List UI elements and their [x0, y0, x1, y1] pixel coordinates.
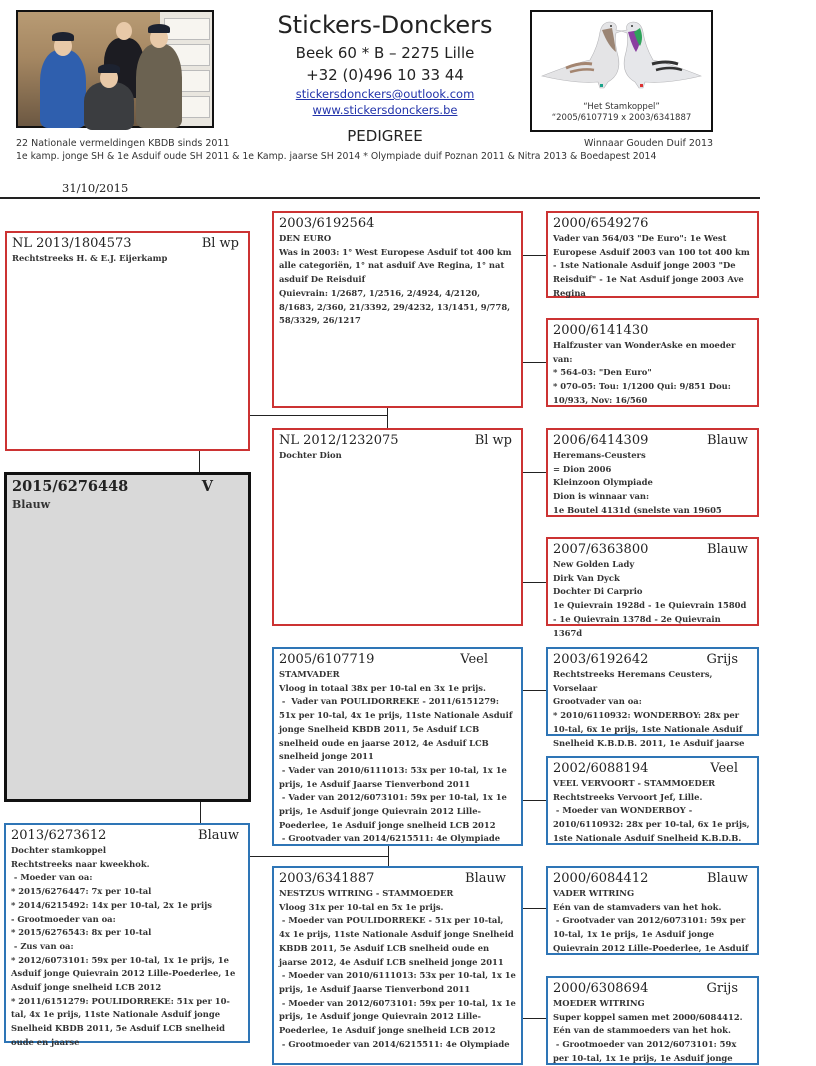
ring-number: 2000/6549276 — [553, 216, 649, 231]
color-label — [512, 215, 516, 232]
pigeon-notes: New Golden Lady Dirk Van Dyck Dochter Di Carprio 1e Quievrain 1928d - 1e Quievrain 1580d - 1e Quievrain 1378d - 2e Quievrain 1367d — [553, 559, 747, 638]
color-label: Veel — [460, 652, 488, 667]
pigeon-image-title: “Het Stamkoppel” — [583, 102, 660, 112]
person-figure — [136, 44, 182, 128]
gold-pigeon-award: Winnaar Gouden Duif 2013 — [584, 138, 714, 149]
connector-line — [522, 255, 548, 256]
sex-label: V — [201, 478, 213, 495]
ring-number: 2000/6141430 — [553, 323, 649, 338]
company-phone: +32 (0)496 10 33 44 — [306, 66, 464, 84]
ring-number: 2015/6276448 — [12, 478, 129, 495]
ggparent-fmm-card[interactable] — [546, 537, 759, 638]
company-address: Beek 60 * B – 2275 Lille — [295, 44, 475, 62]
family-photo — [16, 10, 214, 128]
connector-line — [388, 845, 389, 867]
ring-number: 2002/6088194 — [553, 761, 649, 776]
color-label: Grijs — [706, 652, 738, 667]
father-card[interactable] — [5, 231, 250, 451]
pigeon-notes: VADER WITRING Eén van de stamvaders van het hok. - Grootvader van 2012/6073101: 59x per 10-tal, 1x 1e prijs, 1e Asduif jonge Quievrain 2012 Lille-Poederlee, 1e Asduif — [553, 888, 749, 953]
color-label: Blauw — [707, 433, 748, 448]
ring-number: 2003/6192564 — [279, 216, 375, 231]
pigeon-right-icon — [621, 22, 701, 88]
ggparent-mfm-card[interactable] — [546, 756, 759, 845]
connector-line — [199, 450, 200, 472]
ring-number: 2013/6273612 — [11, 828, 107, 843]
pedigree-date: 31/10/2015 — [62, 181, 129, 195]
ring-number: 2000/6308694 — [553, 981, 649, 996]
connector-line — [522, 908, 548, 909]
website-link[interactable]: www.stickersdonckers.be — [312, 103, 458, 117]
color-label: Blauw — [707, 542, 748, 557]
ring-number: NL 2012/1232075 — [279, 433, 399, 448]
color-label — [748, 322, 752, 339]
pigeon-notes: Rechtstreeks Heremans Ceusters, Vorselaar Grootvader van oa: * 2010/6110932: WONDERBOY: 28x per 10-tal, 6x 1e prijs, 1ste Nationale Asduif Snelheid K.B.D.B. 2011, 1e Asduif jaarse — [553, 669, 745, 748]
pigeon-notes: DEN EURO Was in 2003: 1° West Europese Asduif tot 400 km alle categoriën, 1° nat asduif Ave Regina, 1° nat asduif De Reisduif Quievrain: 1/2687, 1/2516, 2/4924, 4/2120, 8/1683, 2/360, 21/3392, 29/4232, 13/1451, 9/778, 58/3329, 26/1217 — [279, 233, 512, 326]
color-label — [748, 215, 752, 232]
pigeon-notes: Dochter Dion — [279, 450, 342, 460]
paternal-grandfather-card[interactable] — [272, 211, 523, 408]
national-mentions: 22 Nationale vermeldingen KBDB sinds 2011 — [16, 138, 230, 149]
color-label: Blauw — [707, 871, 748, 886]
connector-line — [522, 362, 548, 363]
color-label: Grijs — [706, 981, 738, 996]
ring-number: 2005/6107719 — [279, 652, 375, 667]
connector-line — [200, 800, 201, 824]
color-label: Bl wp — [201, 236, 239, 251]
ring-number: 2000/6084412 — [553, 871, 649, 886]
person-figure — [40, 50, 86, 128]
connector-line — [522, 582, 548, 583]
color-label: Blauw — [198, 828, 239, 843]
pigeon-notes: STAMVADER Vloog in totaal 38x per 10-tal en 3x 1e prijs. - Vader van POULIDORREKE - 2011/6151279: 51x per 10-tal, 4x 1e prijs, 11ste Nationale Asduif jonge Snelheid KBDB 2011, 5e Asduif LCB snelheid oude en jaarse 2012, 4e Asduif LCB snelheid jonge 2011 - Vader van 2010/6111013: 53x per 10-tal, 1x 1e prijs, 1e Asduif Jaarse Tienverbond 2011 - Vader van 2012/6073101: 59x per 10-tal, 1x 1e prijs, 1e Asduif jonge Quievrain 2012 Lille-Poederlee, 1e Asduif jonge snelheid LCB 2012 - Grootvader van 2014/6215511: 4e Olympiade — [279, 669, 513, 844]
stamkoppel-image — [530, 10, 713, 132]
email-link[interactable]: stickersdonckers@outlook.com — [295, 87, 475, 101]
color-label: Bl wp — [474, 433, 512, 448]
connector-line — [522, 1018, 548, 1019]
maternal-grandmother-card[interactable] — [272, 866, 523, 1065]
connector-line — [248, 415, 388, 416]
ring-number: 2003/6341887 — [279, 871, 375, 886]
header-divider — [0, 197, 760, 199]
connector-line — [522, 690, 548, 691]
ggparent-mmm-card[interactable] — [546, 976, 759, 1065]
company-name: Stickers-Donckers — [277, 11, 493, 39]
mother-card[interactable] — [4, 823, 250, 1047]
connector-line — [387, 407, 388, 429]
ggparent-fff-card[interactable] — [546, 211, 759, 298]
ring-number: 2006/6414309 — [553, 433, 649, 448]
document-title: PEDIGREE — [347, 127, 423, 145]
color-label: Blauw — [465, 871, 506, 886]
company-block — [270, 10, 500, 146]
pigeon-notes: Heremans-Ceusters = Dion 2006 Kleinzoon Olympiade Dion is winnaar van: 1e Boutel 4131d (snelste van 19605 — [553, 450, 722, 515]
pigeon-notes: VEEL VERVOORT - STAMMOEDER Rechtstreeks Vervoort Jef, Lille. - Moeder van WONDERBOY - 2010/6110932: 28x per 10-tal, 6x 1e prijs, 1ste Nationale Asduif Snelheid K.B.D.B. — [553, 778, 750, 843]
pigeon-notes: MOEDER WITRING Super koppel samen met 2000/6084412. Eén van de stammoeders van het hok. - Grootmoeder van 2012/6073101: 59x per 10-tal, 1x 1e prijs, 1e Asduif jonge — [553, 998, 743, 1063]
ggparent-fmf-card[interactable] — [546, 428, 759, 517]
ring-number: NL 2013/1804573 — [12, 236, 132, 251]
pigeon-notes: Dochter stamkoppel Rechtstreeks naar kweekhok. - Moeder van oa: * 2015/6276447: 7x per 10-tal * 2014/6215492: 14x per 10-tal, 2x 1e prijs - Grootmoeder van oa: * 2015/6276543: 8x per 10-tal - Zus van oa: * 2012/6073101: 59x per 10-tal, 1x 1e prijs, 1e Asduif jonge Quievrain 2012 Lille-Poederlee, 1e Asduif jonge snelheid LCB 2012 * 2011/6151279: POULIDORREKE: 51x per 10-tal, 4x 1e prijs, 11ste Nationale Asduif jonge Snelheid KBDB 2011, 5e Asduif LCB snelheid oude en jaarse — [11, 845, 236, 1047]
connector-line — [249, 856, 389, 857]
connector-line — [522, 472, 548, 473]
ggparent-mmf-card[interactable] — [546, 866, 759, 955]
paternal-grandmother-card[interactable] — [272, 428, 523, 626]
pigeon-left-icon — [542, 22, 622, 88]
pigeon-image-subtitle: “2005/6107719 x 2003/6341887 — [551, 113, 692, 123]
pigeon-notes: Vader van 564/03 "De Euro": 1e West Europese Asduif 2003 van 100 tot 400 km - 1ste Nationale Asduif jonge 2003 "De Reisduif" - 1e Nat Asduif jonge 2003 Ave Regina — [553, 233, 753, 298]
color-label: Veel — [710, 761, 738, 776]
color-label: Blauw — [12, 498, 51, 511]
pigeon-notes: NESTZUS WITRING - STAMMOEDER Vloog 31x per 10-tal en 5x 1e prijs. - Moeder van POULIDORREKE - 51x per 10-tal, 4x 1e prijs, 11ste Nationale Asduif jonge Snelheid KBDB 2011, 5e Asduif LCB snelheid oude en jaarse 2012, 4e Asduif LCB snelheid jonge 2011 - Moeder van 2010/6111013: 53x per 10-tal, 1x 1e prijs, 1e Asduif Jaarse Tienverbond 2011 - Moeder van 2012/6073101: 59x per 10-tal, 1x 1e prijs, 1e Asduif jonge Quievrain 2012 Lille-Poederlee, 1e Asduif jonge snelheid LCB 2012 - Grootmoeder van 2014/6215511: 4e Olympiade — [279, 888, 516, 1049]
pigeon-pair-illustration — [532, 16, 711, 96]
ring-number: 2003/6192642 — [553, 652, 649, 667]
subject-pigeon-card[interactable] — [4, 472, 251, 802]
person-figure — [84, 82, 134, 130]
pigeon-notes: Halfzuster van WonderAske en moeder van: * 564-03: "Den Euro" * 070-05: Tou: 1/1200 Qui: 9/851 Dou: 10/933, Nov: 16/560 — [553, 340, 736, 405]
achievements-line: 1e kamp. jonge SH & 1e Asduif oude SH 2011 & 1e Kamp. jaarse SH 2014 * Olympiade duif Poznan 2011 & Nitra 2013 & Boedapest 2014 — [16, 151, 657, 162]
connector-line — [522, 800, 548, 801]
ring-number: 2007/6363800 — [553, 542, 649, 557]
ggparent-ffm-card[interactable] — [546, 318, 759, 407]
pigeon-notes: Rechtstreeks H. & E.J. Eijerkamp — [12, 253, 168, 263]
ggparent-mff-card[interactable] — [546, 647, 759, 748]
maternal-grandfather-card[interactable] — [272, 647, 523, 846]
